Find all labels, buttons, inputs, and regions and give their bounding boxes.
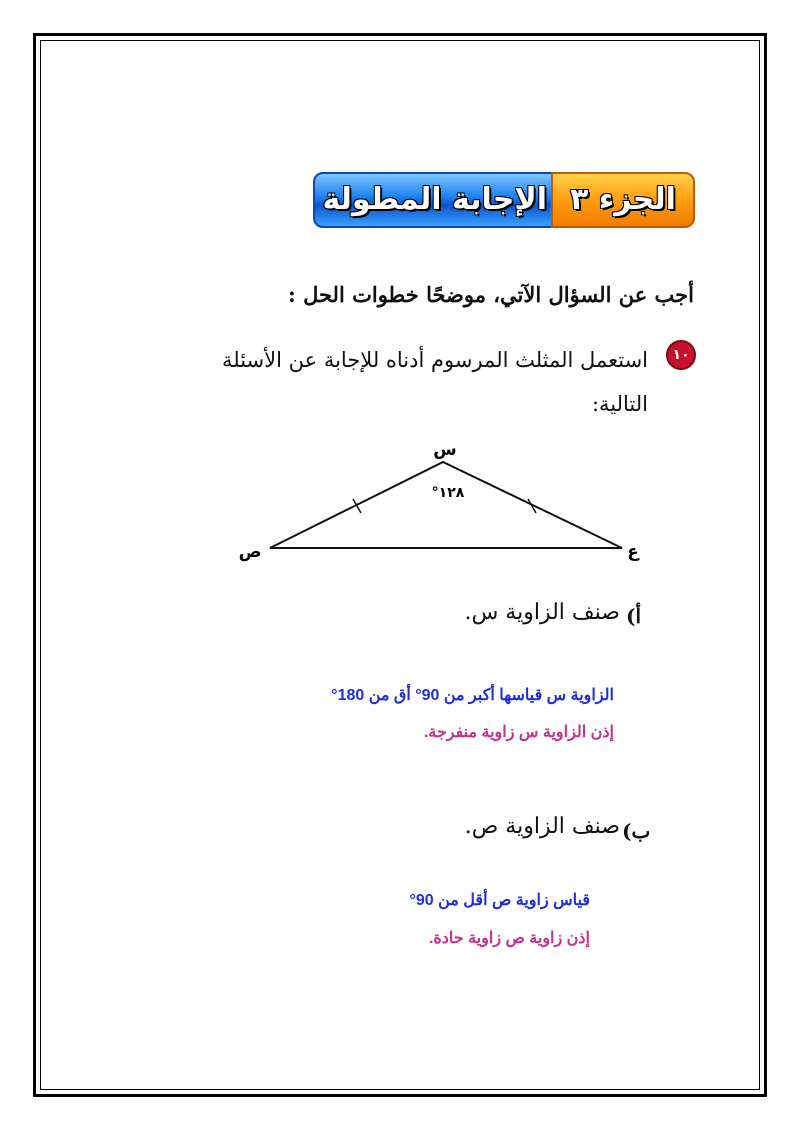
question-line-2: التالية: [591, 392, 648, 416]
vertex-label-left: ص [238, 542, 262, 562]
banner-title: الإجابة المطولة [322, 182, 547, 217]
part-b-answer-line-2: إذن زاوية ص زاوية حادة. [428, 930, 590, 947]
part-a-answer-line-2: إذن الزاوية س زاوية منفرجة. [423, 724, 614, 741]
part-a-label: أ) [626, 604, 642, 628]
part-b-prompt: صنف الزاوية ص. [464, 814, 620, 839]
question-text [188, 338, 648, 426]
part-b-label: ب) [622, 819, 651, 843]
part-a-answer-line-1: الزاوية س قياسها أكبر من 90° أق من 180° [331, 687, 614, 704]
instruction-text: أجب عن السؤال الآتي، موضحًا خطوات الحل : [288, 282, 694, 307]
part-b-answer-line-1: قياس زاوية ص أقل من 90° [409, 892, 590, 909]
triangle-figure [230, 435, 650, 565]
vertex-label-right: ع [627, 542, 639, 562]
triangle-shape [270, 462, 622, 548]
question-number-badge: ١٠ [666, 340, 696, 370]
question-line-1: استعمل المثلث المرسوم أدناه للإجابة عن الأسئلة [222, 348, 648, 372]
section-banner [313, 172, 695, 228]
vertex-label-top: س [433, 440, 457, 460]
angle-label: °١٢٨ [431, 485, 465, 501]
banner-part-label: الجزء ٣ [570, 182, 676, 217]
part-a-prompt: صنف الزاوية س. [464, 600, 620, 625]
